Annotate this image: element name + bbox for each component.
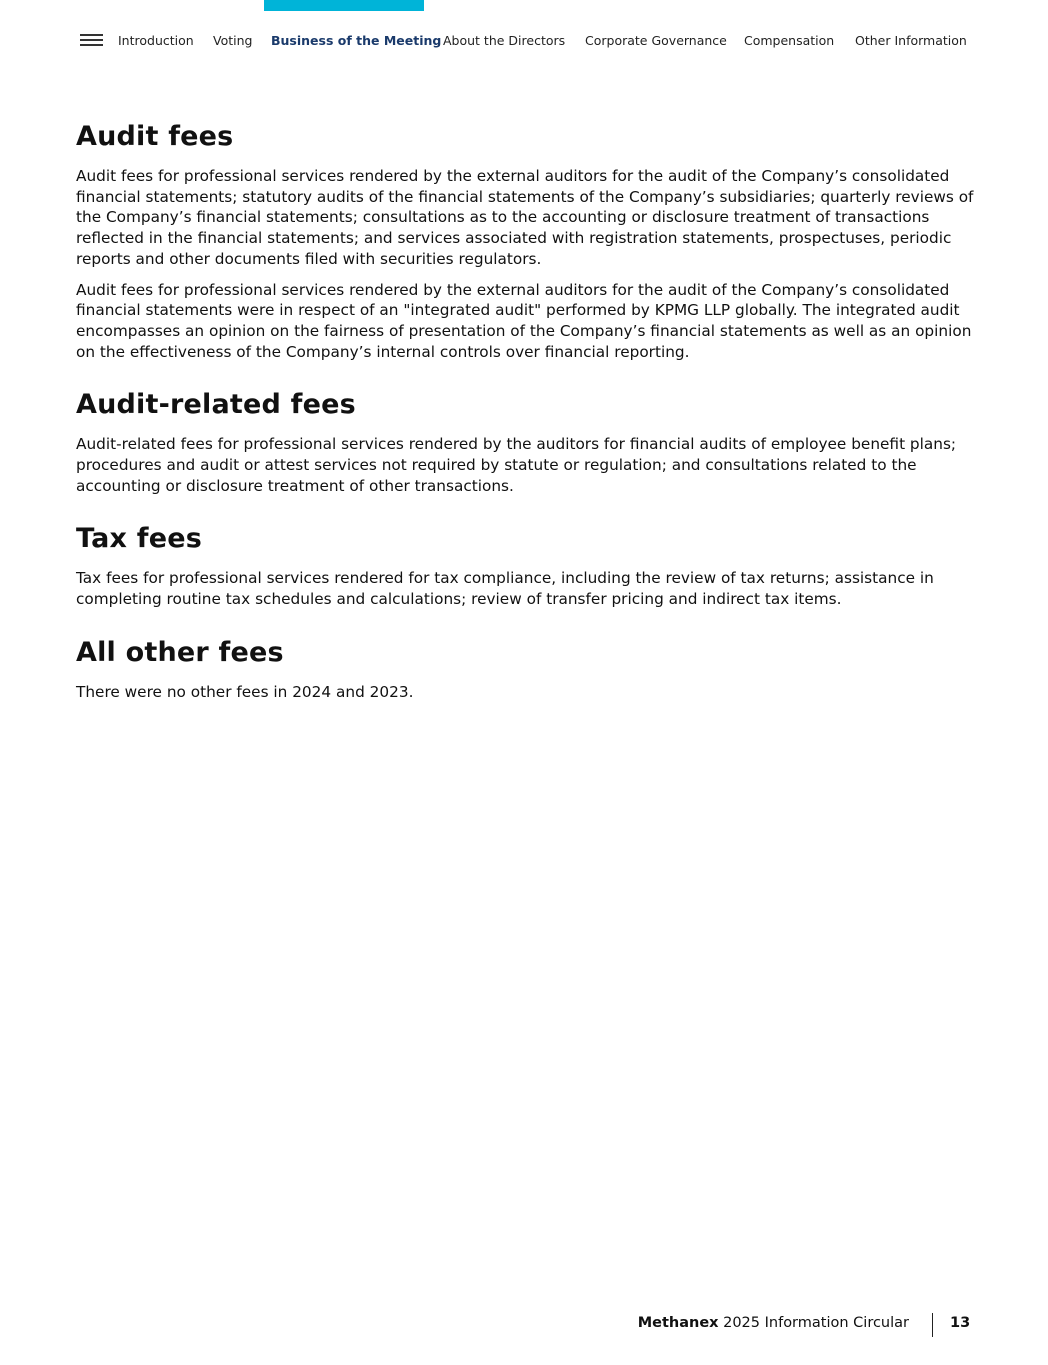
section-heading: All other fees — [76, 636, 284, 668]
section-tax-fees — [76, 520, 976, 609]
nav-item-voting[interactable]: Voting — [213, 33, 253, 48]
main-content — [76, 118, 976, 727]
nav-item-business-of-the-meeting[interactable]: Business of the Meeting — [271, 33, 442, 48]
section-heading: Tax fees — [76, 523, 203, 555]
footer-title — [638, 1315, 909, 1331]
page-footer — [0, 1313, 1048, 1337]
page-number: 13 — [950, 1315, 971, 1331]
footer-divider — [932, 1313, 933, 1337]
footer-brand: Methanex — [637, 1315, 719, 1331]
nav-item-other-information[interactable]: Other Information — [855, 33, 967, 48]
paragraph: Tax fees for professional services rendered for tax compliance, including the review of tax returns; assistance in completing routine tax schedules and calculations; review of transfer pricing and indirect tax items. — [76, 569, 934, 609]
hamburger-menu-icon[interactable] — [80, 34, 103, 50]
nav-item-corporate-governance[interactable]: Corporate Governance — [585, 33, 727, 48]
footer-doc-title: 2025 Information Circular — [723, 1315, 909, 1331]
section-audit-fees — [76, 118, 976, 362]
paragraph: There were no other fees in 2024 and 2023. — [76, 682, 414, 701]
section-heading: Audit-related fees — [76, 389, 356, 421]
section-heading: Audit fees — [76, 121, 234, 152]
top-navigation — [0, 0, 1048, 80]
section-audit-related-fees — [76, 386, 976, 496]
active-tab-indicator — [264, 0, 424, 11]
paragraph: Audit-related fees for professional services rendered by the auditors for financial audits of employee benefit plans; procedures and audit or attest services not required by statute or regulation; and consultations related to the accounting or disclosure treatment of other transactions. — [76, 435, 957, 495]
section-all-other-fees — [76, 634, 976, 703]
paragraph: Audit fees for professional services rendered by the external auditors for the audit of the Company’s consolidated financial statements were in respect of an "integrated audit" performed by KPMG LLP globally. The integrated audit encompasses an opinion on the fairness of presentation of the Company’s financial statements as well as an opinion on the effectiveness of the Company’s internal controls over financial reporting. — [76, 280, 972, 361]
nav-item-compensation[interactable]: Compensation — [744, 33, 835, 48]
nav-item-introduction[interactable]: Introduction — [118, 33, 194, 48]
nav-item-about-the-directors[interactable]: About the Directors — [443, 33, 566, 48]
paragraph: Audit fees for professional services rendered by the external auditors for the audit of the Company’s consolidated financial statements; statutory audits of the financial statements of the Company’s subsidiaries; quarterly reviews of the Company’s financial statements; consultations as to the accounting or disclosure treatment of transactions reflected in the financial statements; and services associated with registration statements, prospectuses, periodic reports and other documents filed with securities regulators. — [76, 167, 974, 268]
